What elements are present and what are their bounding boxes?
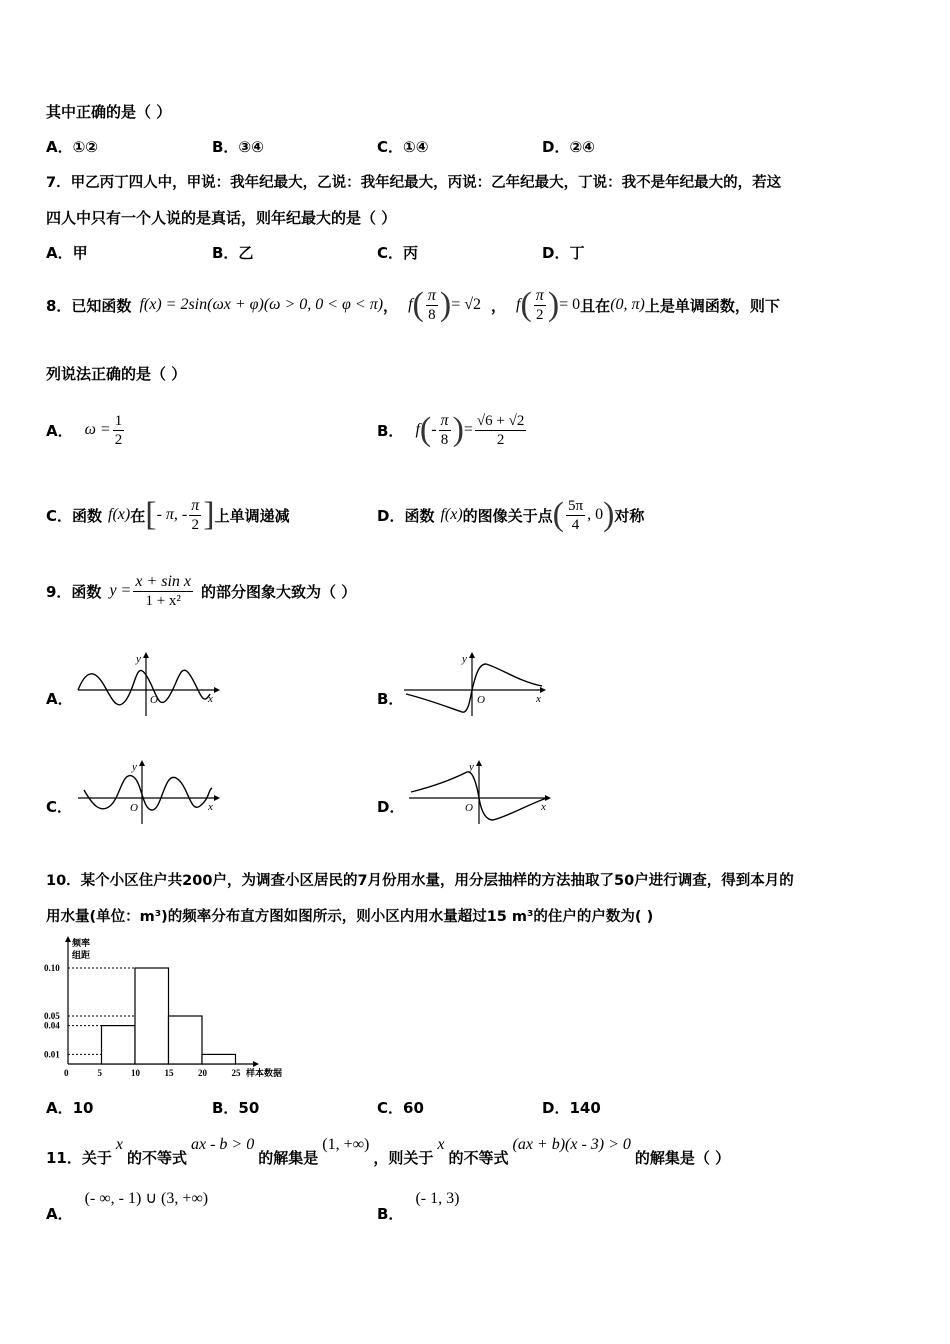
q8-cond1-f: f	[408, 296, 413, 313]
q9-a-x-label: x	[208, 693, 213, 705]
y-axis-label: 频率	[72, 938, 91, 948]
x-tick-label: 5	[97, 1068, 102, 1078]
q9-a-origin: O	[150, 694, 158, 706]
svg-text:O: O	[465, 802, 473, 814]
x-tick-label: 0	[64, 1068, 69, 1078]
q10-option-a: A．10	[46, 1099, 94, 1117]
q8-cond1-rhs: = √2	[451, 296, 481, 313]
q8-function: f(x) = 2sin(ωx + φ)(ω > 0, 0 < φ < π)	[139, 296, 384, 313]
x-tick-label: 25	[231, 1068, 241, 1078]
q8-tail1: 且在	[580, 296, 611, 315]
q9-graph-d	[405, 758, 555, 828]
q10-option-b: B．50	[212, 1099, 260, 1117]
q11-option-b: B． (- 1, 3)	[377, 1190, 460, 1223]
y-tick-label: 0.10	[44, 963, 60, 973]
svg-text:x: x	[536, 693, 541, 705]
histogram-bar	[202, 1054, 236, 1064]
svg-text:O: O	[477, 694, 485, 706]
q8-cond2-f: f	[516, 296, 521, 313]
q7-line1: 7．甲乙丙丁四人中，甲说：我年纪最大，乙说：我年纪最大，丙说：乙年纪最大，丁说：我不是年纪最大的，若这	[46, 175, 782, 191]
svg-text:y: y	[132, 761, 137, 773]
q8-option-b: B． f ( - $\frac{\pi}{8}$ ) = $\frac{√6 + √2}{2}$	[377, 411, 525, 448]
q8-number: 8．已知函数	[46, 296, 132, 315]
q7-line2: 四人中只有一个人说的是真话，则年纪最大的是（ ）	[46, 209, 397, 227]
y-tick-label: 0.01	[44, 1049, 60, 1060]
q8-line2: 列说法正确的是（ ）	[46, 365, 187, 383]
q8-cond2-rhs: = 0	[559, 296, 581, 313]
q8-interval: (0, π)	[610, 296, 645, 313]
q6-option-b: B．③④	[212, 138, 264, 156]
svg-text:y: y	[462, 653, 467, 665]
q6-option-d: D．②④	[542, 138, 595, 156]
q7-option-a: A．甲	[46, 244, 88, 262]
q9-option-a: A．	[46, 690, 73, 708]
q7-option-b: B．乙	[212, 244, 254, 262]
q10-option-c: C．60	[377, 1099, 424, 1117]
q6-option-c: C．①④	[377, 138, 429, 156]
q9-a-y-label: y	[136, 653, 141, 665]
svg-text:x: x	[541, 801, 546, 813]
q9-graph-b	[400, 650, 550, 720]
histogram-bar	[169, 1016, 203, 1064]
svg-text:x: x	[208, 801, 213, 813]
q8-cond2-arg: $\frac{\pi}{2}$	[535, 286, 544, 323]
x-tick-label: 15	[164, 1068, 174, 1078]
q10-option-d: D．140	[542, 1099, 601, 1117]
q8-tail2: 上是单调函数，则下	[644, 296, 780, 315]
q8-option-c: C．函数 f(x) 在 [ - π, - $\frac{\pi}{2}$ ] 上单调递减	[46, 496, 290, 533]
q9-stem: 9．函数 y = $\frac{\text{x + sin x}}{\text{1 + x²}}$ 的部分图象大致为（ ）	[46, 572, 357, 609]
q11-option-a: A． (- ∞, - 1) ∪ (3, +∞)	[46, 1190, 209, 1223]
q9-graph-c	[76, 758, 221, 828]
q8-option-a: A． ω = $\frac{1}{2}$	[46, 412, 123, 448]
q9-option-d: D．	[377, 798, 405, 816]
q10-line2: 用水量(单位：m³)的频率分布直方图如图所示，则小区内用水量超过15 m³的住户的户数为( )	[46, 909, 654, 925]
y-tick-label: 0.04	[44, 1020, 60, 1031]
q11-stem: 11．关于 x 的不等式 ax - b > 0 的解集是 (1, +∞) ，则关于 x 的不等式 (ax + b)(x - 3) > 0 的解集是（ ）	[46, 1136, 731, 1167]
x-tick-label: 10	[131, 1068, 140, 1078]
q8-stem: 8．已知函数 f(x) = 2sin(ωx + φ)(ω > 0, 0 < φ < π) ， f ( $\frac{\pi}{8}$ ) = √2 ， f ( $\frac{\pi}{2}$ ) = 0 且在 (0, π) 上是单调函数，则下	[46, 286, 780, 323]
q10-histogram	[44, 936, 304, 1086]
histogram-bar	[102, 1026, 136, 1064]
q7-option-d: D．丁	[542, 244, 585, 262]
y-tick-label: 0.05	[44, 1011, 60, 1021]
q10-line1: 10．某个小区住户共200户，为调查小区居民的7月份用水量，用分层抽样的方法抽取了50户进行调查，得到本月的	[46, 873, 794, 889]
q8-cond1-arg: $\frac{\pi}{8}$	[427, 286, 436, 323]
x-tick-label: 20	[198, 1068, 207, 1078]
histogram-bar	[135, 968, 169, 1064]
q6-prompt: 其中正确的是（ ）	[46, 103, 172, 121]
q8-option-d: D．函数 f(x) 的图像关于点 ( $\frac{5\pi}{4}$ , 0 ) 对称	[377, 496, 645, 533]
q7-option-c: C．丙	[377, 244, 419, 262]
q9-option-b: B．	[377, 690, 404, 708]
q9-option-c: C．	[46, 798, 73, 816]
q8-comma: ，	[383, 296, 399, 315]
q6-option-a: A．①②	[46, 138, 99, 156]
svg-text:O: O	[130, 802, 138, 814]
q9-graph-a	[76, 650, 221, 720]
x-axis-label: 样本数据	[246, 1068, 283, 1078]
svg-text:y: y	[469, 761, 474, 773]
y-axis-label-2: 组距	[72, 950, 91, 960]
